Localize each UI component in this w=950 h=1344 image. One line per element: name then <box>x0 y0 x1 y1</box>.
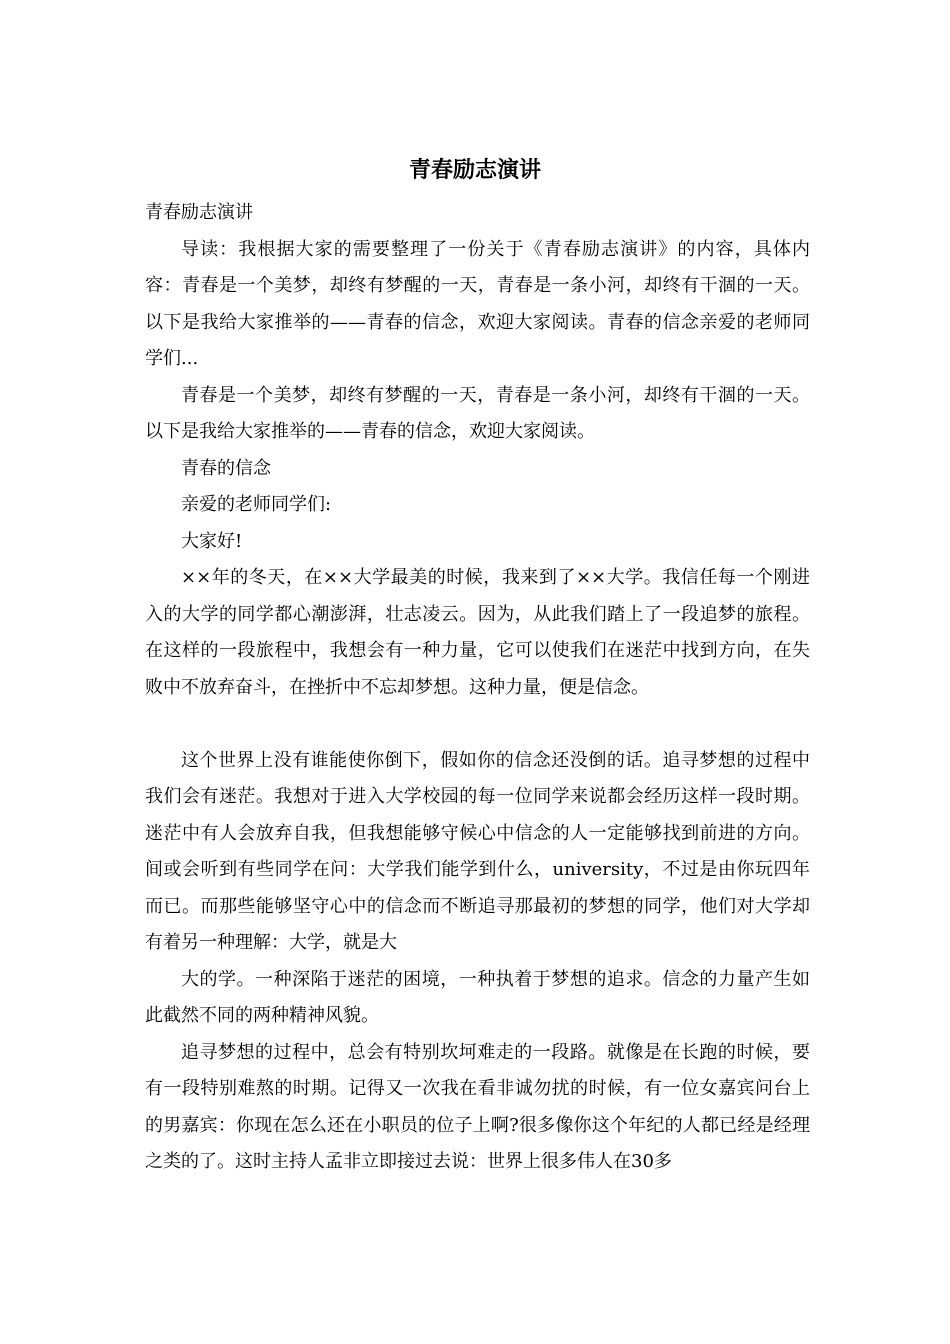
summary-paragraph: 青春是一个美梦，却终有梦醒的一天，青春是一条小河，却终有干涸的一天。以下是我给大家推举的——青春的信念，欢迎大家阅读。 <box>145 384 810 442</box>
speech-heading: 青春的信念 <box>181 457 271 479</box>
document-body <box>145 195 810 1181</box>
body-paragraph: 追寻梦想的过程中，总会有特别坎坷难走的一段路。就像是在长跑的时候，要有一段特别难熬的时期。记得又一次我在看非诚勿扰的时候，有一位女嘉宾问台上的男嘉宾：你现在怎么还在小职员的位子上啊?很多像你这个年纪的人都已经是经理之类的了。这时主持人孟非立即接过去说：世界上很多伟人在30多 <box>145 1041 810 1172</box>
body-paragraph: ××年的冬天，在××大学最美的时候，我来到了××大学。我信任每一个刚进入的大学的同学都心潮澎湃，壮志凌云。因为，从此我们踏上了一段追梦的旅程。在这样的一段旅程中，我想会有一种力量，它可以使我们在迷茫中找到方向，在失败中不放弃奋斗，在挫折中不忘却梦想。这种力量，便是信念。 <box>145 567 810 698</box>
intro-paragraph: 导读：我根据大家的需要整理了一份关于《青春励志演讲》的内容，具体内容：青春是一个美梦，却终有梦醒的一天，青春是一条小河，却终有干涸的一天。以下是我给大家推举的——青春的信念，欢迎大家阅读。青春的信念亲爱的老师同学们... <box>145 238 810 369</box>
document-title: 青春励志演讲 <box>408 158 541 183</box>
body-paragraph: 这个世界上没有谁能使你倒下，假如你的信念还没倒的话。追寻梦想的过程中我们会有迷茫。我想对于进入大学校园的每一位同学来说都会经历这样一段时期。迷茫中有人会放弃自我，但我想能够守候心中信念的人一定能够找到前进的方向。间或会听到有些同学在问：大学我们能学到什么，university，不过是由你玩四年而已。而那些能够坚守心中的信念而不断追寻那最初的梦想的同学，他们对大学却有着另一种理解：大学，就是大 <box>145 749 810 953</box>
salutation-line: 亲爱的老师同学们: <box>181 494 332 515</box>
paragraph-spacer <box>145 706 810 743</box>
subtitle-line: 青春励志演讲 <box>145 202 253 223</box>
body-paragraph: 大的学。一种深陷于迷茫的困境，一种执着于梦想的追求。信念的力量产生如此截然不同的两种精神风貌。 <box>145 968 810 1026</box>
greeting-line: 大家好! <box>181 530 243 552</box>
